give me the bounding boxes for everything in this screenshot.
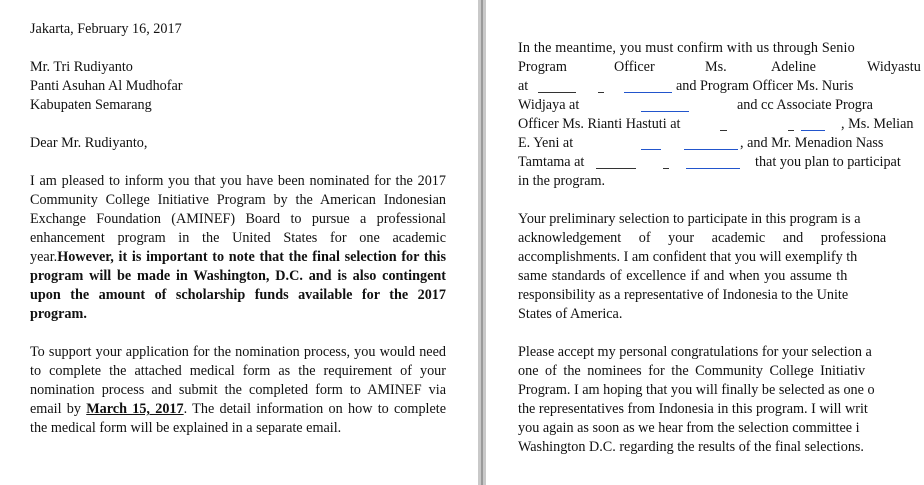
confirm-line-1: In the meantime, you must confirm with us through Senio bbox=[518, 40, 855, 56]
confirm-line-3: at bbox=[518, 78, 529, 94]
confirm-line-2a: Program bbox=[518, 59, 567, 75]
confirm-line-10: , and Mr. Menadion Nass bbox=[740, 135, 884, 151]
paragraph-confirmation: In the meantime, you must confirm with us through Senio Program Officer Ms. Adeline Widyastu at and Program Officer Ms. Nuris Widjaya at and cc Associate Progra Officer Ms. Rianti Hastuti at , Ms. Melian E. Yeni at , and Mr. Menadion Nass Tamtama at that you plan to participat in the program. bbox=[518, 39, 924, 191]
confirm-line-8: , Ms. Melian bbox=[841, 116, 914, 132]
email-blank bbox=[641, 136, 661, 150]
paragraph-medical-text: To support your application for the nomination process, you would need to complete the attached medical form as the requirement of your nomination process and submit the completed form to AMINEF via email by bbox=[30, 344, 446, 417]
email-blank bbox=[596, 155, 636, 169]
salutation: Dear Mr. Rudiyanto, bbox=[30, 135, 148, 151]
email-blank bbox=[641, 98, 689, 112]
confirm-line-6: and cc Associate Progra bbox=[737, 97, 873, 113]
recipient-organization: Panti Asuhan Al Mudhofar bbox=[30, 78, 183, 94]
confirm-line-11: Tamtama at bbox=[518, 154, 585, 170]
letter-date: Jakarta, February 16, 2017 bbox=[30, 21, 182, 37]
letter-page-right bbox=[486, 0, 924, 485]
recipient-address bbox=[30, 58, 446, 115]
page-divider bbox=[478, 0, 486, 485]
paragraph-acknowledgement: Your preliminary selection to participate in this program is a acknowledgement of your academic and professiona accomplishments. I am confident that you will exemplify th same standards of excellence if and when you assume th responsibility as a representative of Indonesia to the Unite States of America. bbox=[518, 211, 887, 322]
email-blank bbox=[801, 117, 825, 131]
recipient-region: Kabupaten Semarang bbox=[30, 97, 152, 113]
confirm-line-13: in the program. bbox=[518, 173, 606, 189]
confirm-line-7: Officer Ms. Rianti Hastuti at bbox=[518, 116, 681, 132]
paragraph-nomination-emphasis: However, it is important to note that the final selection for this program will be made in Washington, D.C. and is also contingent upon the amount of scholarship funds available for the 2017 program. bbox=[30, 249, 446, 322]
email-blank bbox=[538, 79, 576, 93]
email-blank bbox=[624, 79, 672, 93]
paragraph-nomination bbox=[30, 172, 446, 324]
confirm-line-9: E. Yeni at bbox=[518, 135, 574, 151]
email-blank bbox=[684, 136, 738, 150]
confirm-line-5: Widjaya at bbox=[518, 97, 580, 113]
paragraph-medical-text-end: . The detail information on how to complete the medical form will be explained in a separate email. bbox=[30, 401, 447, 436]
paragraph-nomination-text: I am pleased to inform you that you have been nominated for the 2017 Community College Initiative Program by the American Indonesian Exchange Foundation (AMINEF) Board to pursue a professional enhancement program in the United States for one academic year. bbox=[30, 173, 446, 265]
recipient-name: Mr. Tri Rudiyanto bbox=[30, 59, 133, 75]
submission-deadline: March 15, 2017 bbox=[86, 401, 184, 417]
paragraph-medical-form bbox=[30, 343, 446, 438]
email-blank bbox=[686, 155, 740, 169]
confirm-line-12: that you plan to participat bbox=[755, 154, 901, 170]
paragraph-congratulations: Please accept my personal congratulations for your selection a one of the nominees for the Community College Initiativ Program. I am hoping that you will finally be selected as one o the representatives from Indonesia in this program. I will writ you again as soon as we hear from the selection committee i Washington D.C. regarding the results of the final selections. bbox=[518, 344, 875, 455]
confirm-line-4: and Program Officer Ms. Nuris bbox=[676, 78, 854, 94]
